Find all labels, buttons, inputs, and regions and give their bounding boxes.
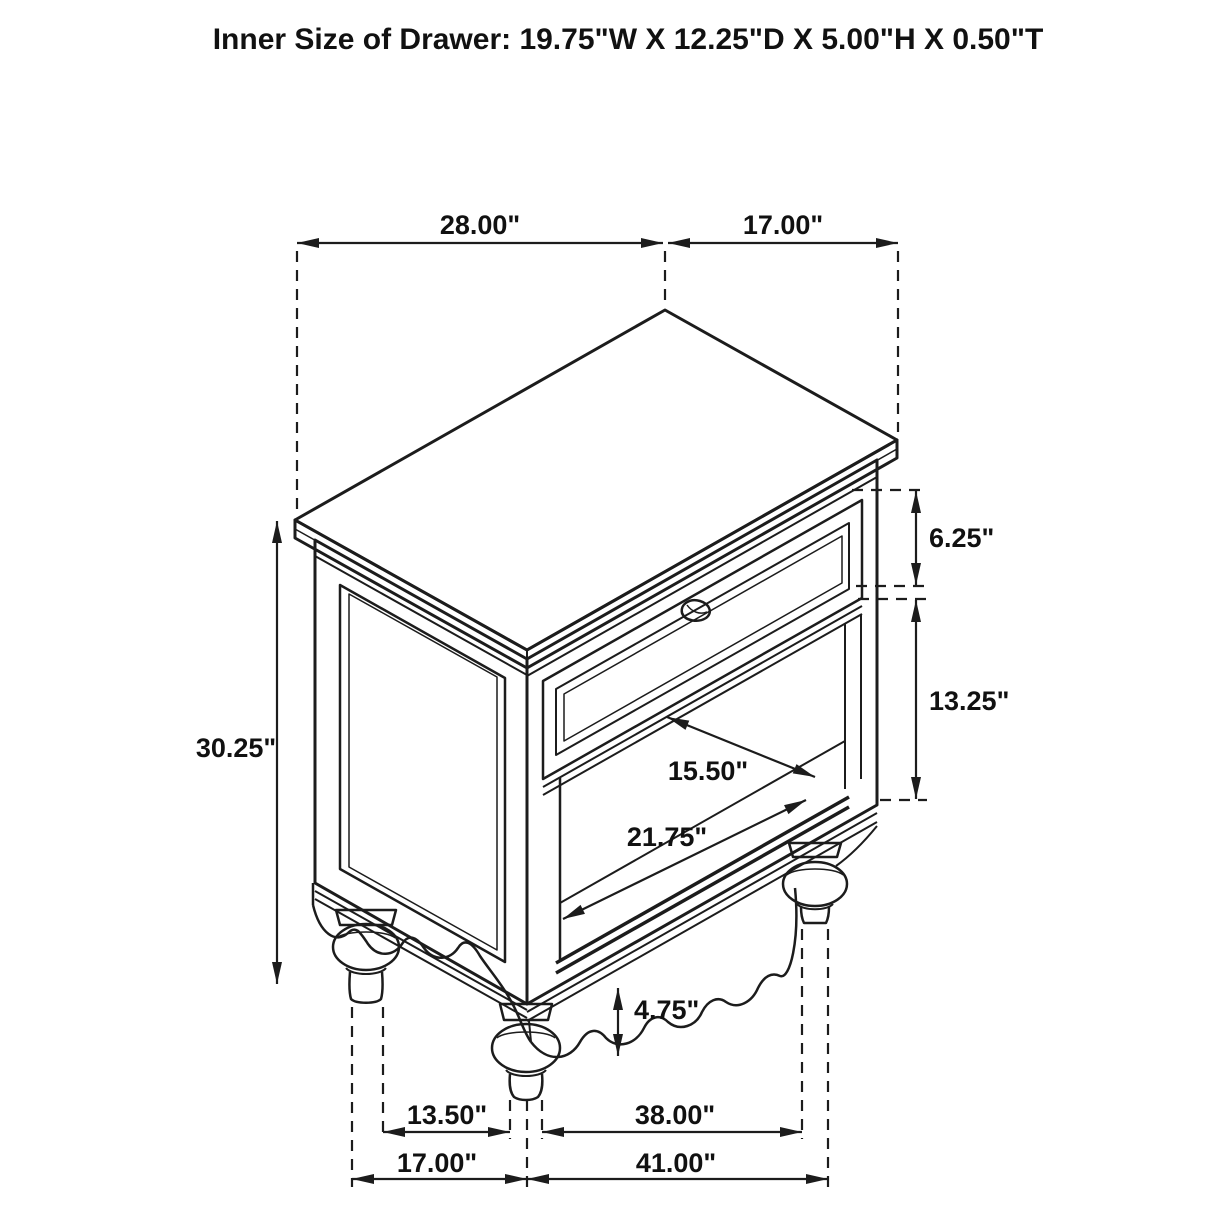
side-panel-bevel: [349, 594, 497, 950]
label-top-width: 28.00": [439, 210, 521, 240]
tabletop-edge-band: [295, 440, 897, 668]
nightstand-drawing: [295, 310, 897, 1100]
label-base-depth: 17.00": [396, 1148, 478, 1178]
legs: [333, 843, 847, 1100]
right-leg-bulb-rim: [787, 869, 843, 875]
left-leg: [333, 910, 399, 1003]
base: [313, 813, 877, 1057]
base-molding-side-2: [315, 899, 527, 1018]
label-front-leg-span: 38.00": [634, 1100, 716, 1130]
left-leg-shaft: [349, 972, 382, 1003]
tabletop-top-face: [295, 310, 897, 650]
label-overall-height: 30.25": [195, 733, 277, 763]
diagram-title: Inner Size of Drawer: 19.75"W X 12.25"D X 5.00"H X 0.50"T: [212, 23, 1044, 56]
front-leg-shaft: [510, 1074, 543, 1100]
label-drawer-height: 6.25": [929, 523, 995, 553]
label-top-depth: 17.00": [742, 210, 824, 240]
label-opening-height: 13.25": [929, 686, 1010, 716]
label-shelf-width: 21.75": [626, 822, 708, 852]
label-base-width: 41.00": [635, 1148, 717, 1178]
right-leg: [783, 843, 847, 923]
label-leg-height: 4.75": [634, 995, 700, 1025]
dimension-lines: [277, 243, 916, 1179]
front-top-rail-line: [527, 477, 877, 676]
label-shelf-depth: 15.50": [667, 756, 749, 786]
left-leg-bulb: [333, 924, 399, 970]
extension-lines: [297, 251, 927, 1187]
label-left-leg-gap: 13.50": [406, 1100, 488, 1130]
side-top-rail-line: [315, 556, 527, 675]
